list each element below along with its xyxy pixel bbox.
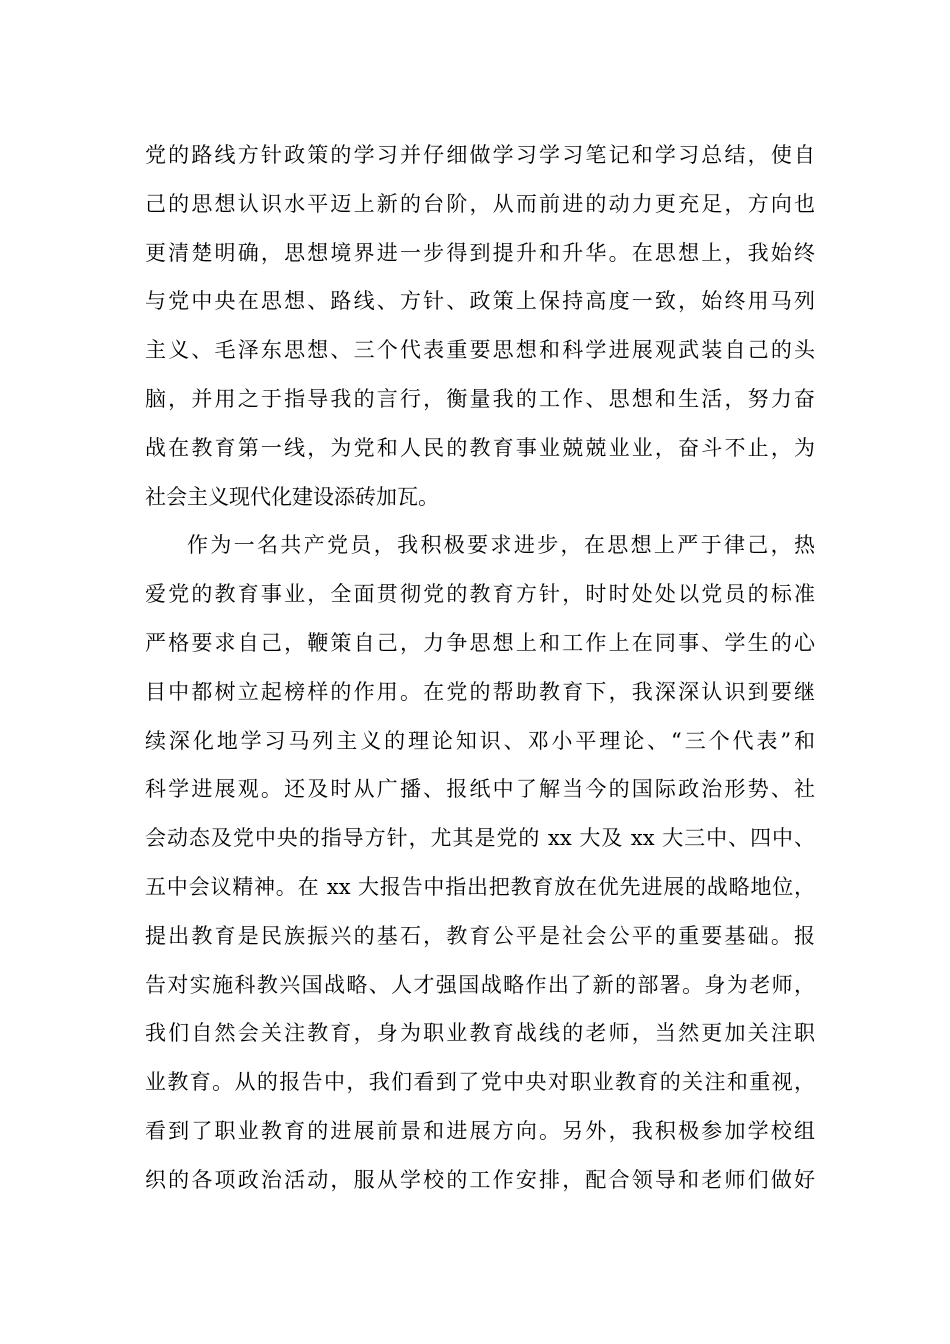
text-line: 社会主义现代化建设添砖加瓦。 <box>145 484 439 509</box>
text-line: 严格要求自己，鞭策自己，力争思想上和工作上在同事、学生的心 <box>145 630 815 655</box>
text-line: 续深化地学习马列主义的理论知识、邓小平理论、“三个代表”和 <box>145 728 815 753</box>
text-line: 党的路线方针政策的学习并仔细做学习学习笔记和学习总结，使自 <box>145 143 815 167</box>
text-line: 告对实施科教兴国战略、人才强国战略作出了新的部署。身为老师， <box>145 972 815 997</box>
text-line: 己的思想认识水平迈上新的台阶，从而前进的动力更充足，方向也 <box>145 191 815 216</box>
paragraph-1 <box>145 131 815 521</box>
text-line: 五中会议精神。在 xx 大报告中指出把教育放在优先进展的战略地位， <box>145 874 815 899</box>
text-line: 爱党的教育事业，全面贯彻党的教育方针，时时处处以党员的标准 <box>145 582 815 607</box>
text-line: 脑，并用之于指导我的言行，衡量我的工作、思想和生活，努力奋 <box>145 386 815 411</box>
text-line: 业教育。从的报告中，我们看到了党中央对职业教育的关注和重视， <box>145 1070 815 1095</box>
text-line: 看到了职业教育的进展前景和进展方向。另外，我积极参加学校组 <box>145 1118 815 1143</box>
text-line: 会动态及党中央的指导方针，尤其是党的 xx 大及 xx 大三中、四中、 <box>145 826 815 851</box>
text-line: 目中都树立起榜样的作用。在党的帮助教育下，我深深认识到要继 <box>145 679 815 704</box>
paragraph-2 <box>145 521 815 1204</box>
text-line: 与党中央在思想、路线、方针、政策上保持高度一致，始终用马列 <box>145 289 815 314</box>
text-line: 织的各项政治活动，服从学校的工作安排，配合领导和老师们做好 <box>145 1167 815 1192</box>
document-body <box>145 131 815 1205</box>
text-line: 更清楚明确，思想境界进一步得到提升和升华。在思想上，我始终 <box>145 240 815 265</box>
text-line: 我们自然会关注教育，身为职业教育战线的老师，当然更加关注职 <box>145 1021 815 1046</box>
text-line: 战在教育第一线，为党和人民的教育事业兢兢业业，奋斗不止，为 <box>145 435 815 460</box>
text-line: 科学进展观。还及时从广播、报纸中了解当今的国际政治形势、社 <box>145 777 815 802</box>
text-line: 作为一名共产党员，我积极要求进步，在思想上严于律己，热 <box>187 533 815 558</box>
text-line: 提出教育是民族振兴的基石，教育公平是社会公平的重要基础。报 <box>145 923 815 948</box>
text-line: 主义、毛泽东思想、三个代表重要思想和科学进展观武装自己的头 <box>145 338 815 363</box>
